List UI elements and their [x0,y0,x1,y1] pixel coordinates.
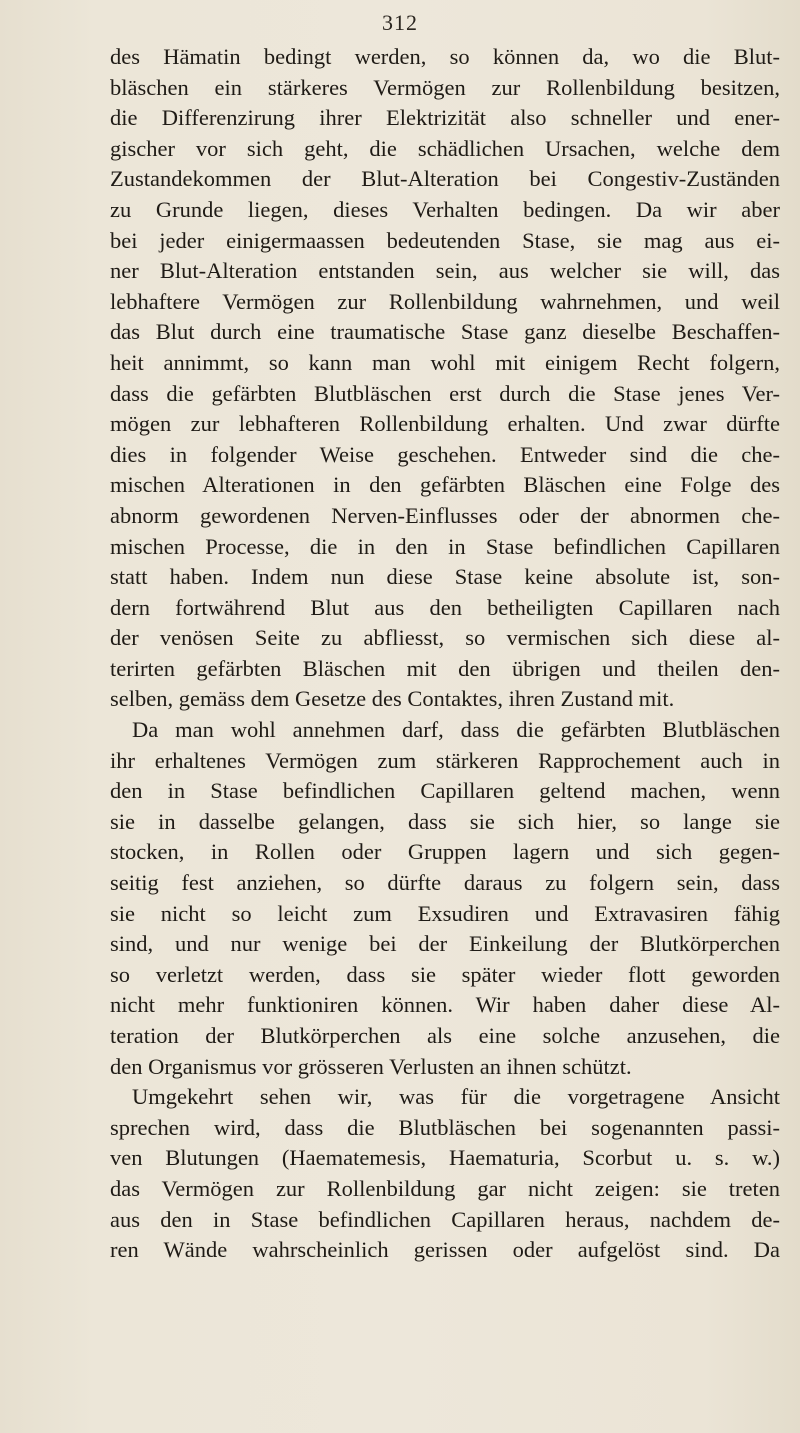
text-line: gischer vor sich geht, die schädlichen Ursachen, welche dem [110,135,780,161]
text-line: den Organismus vor grösseren Verlusten an ihnen schützt. [110,1053,632,1079]
text-line: der venösen Seite zu abfliesst, so vermischen sich diese al- [110,625,780,651]
text-line: das Vermögen zur Rollenbildung gar nicht zeigen: sie treten [110,1175,780,1201]
text-line: den in Stase befindlichen Capillaren geltend machen, wenn [110,778,780,804]
text-line: teration der Blutkörperchen als eine solche anzusehen, die [110,1023,780,1048]
text-line: abnorm gewordenen Nerven-Einflusses oder der abnormen che- [110,502,780,528]
text-line: mögen zur lebhafteren Rollenbildung erhalten. Und zwar dürfte [110,411,780,437]
text-line: sie nicht so leicht zum Exsudiren und Extravasiren fähig [110,900,780,926]
text-line: nicht mehr funktioniren können. Wir haben daher diese Al- [110,992,780,1018]
text-line: bläschen ein stärkeres Vermögen zur Rollenbildung besitzen, [110,74,780,100]
text-line: sie in dasselbe gelangen, dass sie sich hier, so lange sie [110,808,780,834]
text-line: das Blut durch eine traumatische Stase ganz dieselbe Beschaffen- [110,319,780,345]
text-line: mischen Alterationen in den gefärbten Bläschen eine Folge des [110,472,780,498]
text-line: zu Grunde liegen, dieses Verhalten bedingen. Da wir aber [110,196,780,222]
text-line: heit annimmt, so kann man wohl mit einigem Recht folgern, [110,349,780,375]
text-line: Zustandekommen der Blut-Alteration bei Congestiv-Zuständen [110,166,780,192]
text-line: ihr erhaltenes Vermögen zum stärkeren Rapprochement auch in [110,747,780,773]
page-number: 312 [382,10,418,35]
text-line: des Hämatin bedingt werden, so können da, wo die Blut- [110,44,780,69]
text-line: ven Blutungen (Haematemesis, Haematuria, Scorbut u. s. w.) [110,1145,780,1171]
text-line: Umgekehrt sehen wir, was für die vorgetragene Ansicht [132,1084,780,1110]
text-line: sind, und nur wenige bei der Einkeilung der Blutkörperchen [110,931,780,957]
text-line: stocken, in Rollen oder Gruppen lagern und sich gegen- [110,839,780,865]
text-line: selben, gemäss dem Gesetze des Contaktes, ihren Zustand mit. [110,686,675,712]
text-line: seitig fest anziehen, so dürfte daraus zu folgern sein, dass [110,870,780,896]
text-line: aus den in Stase befindlichen Capillaren heraus, nachdem de- [110,1206,780,1232]
text-line: bei jeder einigermaassen bedeutenden Stase, sie mag aus ei- [110,227,780,253]
text-line: statt haben. Indem nun diese Stase keine absolute ist, son- [110,564,780,590]
text-line: lebhaftere Vermögen zur Rollenbildung wahrnehmen, und weil [110,288,780,314]
body-text [110,42,780,1266]
text-line: ren Wände wahrscheinlich gerissen oder aufgelöst sind. Da [110,1237,780,1263]
text-line: dern fortwährend Blut aus den betheiligten Capillaren nach [110,594,780,620]
text-line: Da man wohl annehmen darf, dass die gefärbten Blutbläschen [132,717,780,743]
text-line: mischen Processe, die in den in Stase befindlichen Capillaren [110,533,780,559]
text-line: terirten gefärbten Bläschen mit den übrigen und theilen den- [110,655,780,681]
text-line: die Differenzirung ihrer Elektrizität also schneller und ener- [110,105,780,131]
text-line: ner Blut-Alteration entstanden sein, aus welcher sie will, das [110,258,780,284]
text-line: so verletzt werden, dass sie später wieder flott geworden [110,961,780,987]
text-line: dass die gefärbten Blutbläschen erst durch die Stase jenes Ver- [110,380,780,406]
text-line: sprechen wird, dass die Blutbläschen bei sogenannten passi- [110,1114,780,1140]
text-line: dies in folgender Weise geschehen. Entweder sind die che- [110,441,780,467]
